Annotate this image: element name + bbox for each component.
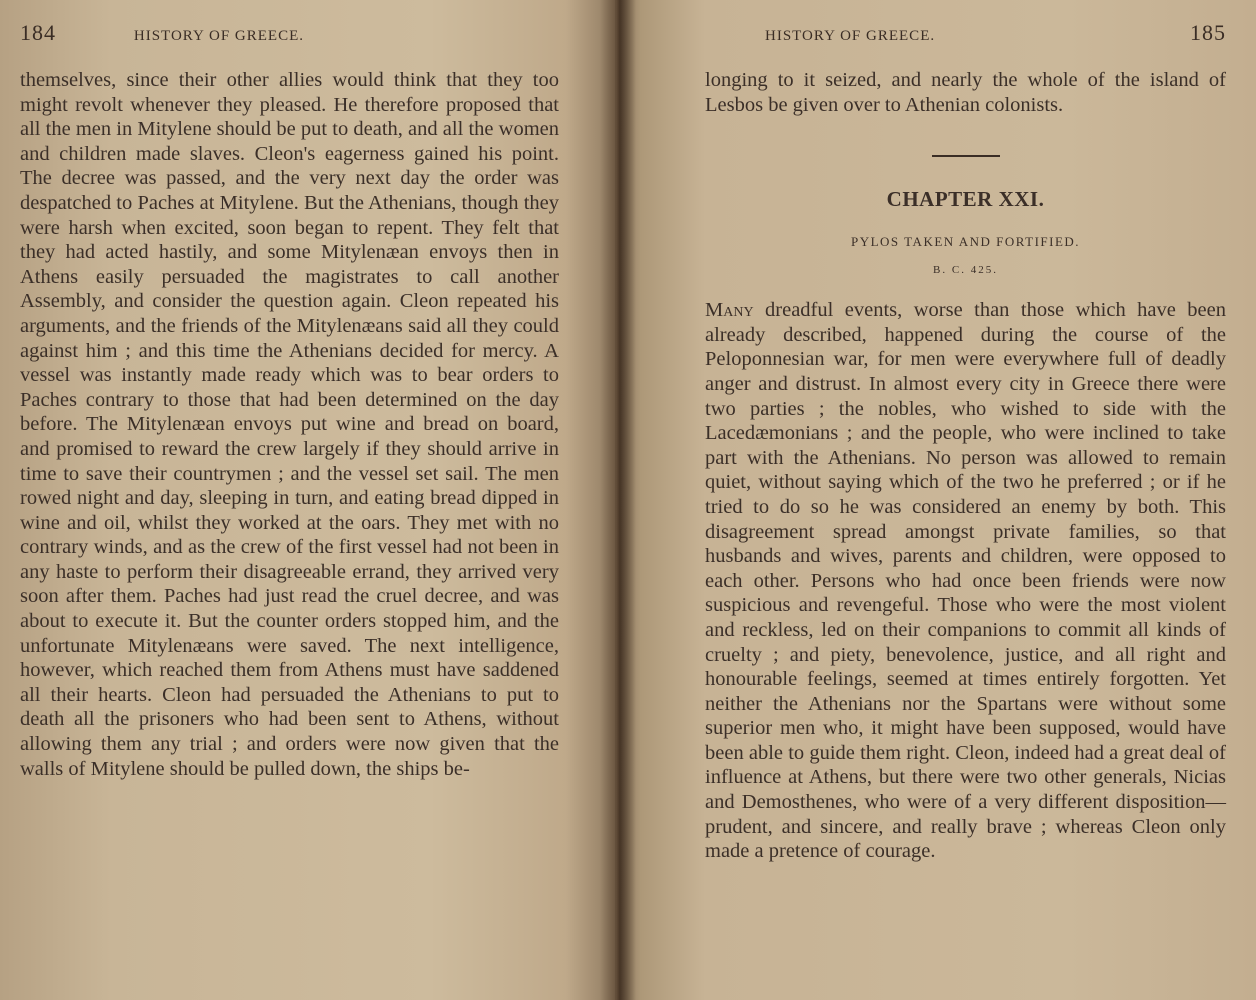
chapter-date: B. C. 425. [933,264,998,277]
chapter-subtitle: PYLOS TAKEN AND FORTIFIED. [850,234,1081,250]
chapter-body-text [705,298,1226,864]
chapter-body-remainder: dreadful events, worse than those which have been already described, happened during the course of the Peloponnesian war, for men were everywhere full of deadly anger and distrust. In almost every city in Greece there were two parties ; the nobles, who wished to side with the Lacedæmonians ; and the people, who were inclined to take part with the Athenians. No person was allowed to remain quiet, without saying which of the two he preferred ; or if he tried to do so he was considered an enemy by both. This disagreement spread amongst private families, so that husbands and wives, parents and children, were opposed to each other. Persons who had once been friends were now suspicious and revengeful. Those who were the most violent and reckless, led on their companions to commit all kinds of cruelty ; and piety, benevolence, justice, and all right and honourable feelings, seemed at times entirely forgotten. Yet neither the Athenians nor the Spartans were without some superior men who, it might have been supposed, would have been able to guide them right. Cleon, indeed had a great deal of influence at Athens, but there were two other generals, Nicias and Demosthenes, who were of a very different disposition—prudent, and sincere, and really brave ; whereas Cleon only made a pretence of courage. [705,299,1226,863]
right-continuation-text: longing to it seized, and nearly the whole of the island of Lesbos be given over to Athenian colonists. [705,69,1226,116]
chapter-first-word: Many [705,299,754,322]
right-page [615,0,1256,1000]
left-body-text: themselves, since their other allies would think that they too might revolt whenever they pleased. He therefore proposed that all the men in Mitylene should be put to death, and all the women and children made slaves. Cleon's eagerness gained his point. The decree was passed, and the very next day the order was despatched to Paches at Mitylene. But the Athenians, though they were harsh when excited, soon began to repent. They felt that they had acted hastily, and some Mitylenæan envoys then in Athens easily persuaded the magistrates to call another Assembly, and consider the question again. Cleon repeated his arguments, and the friends of the Mitylenæans said all they could against him ; and this time the Athenians decided for mercy. A vessel was instantly made ready which was to bear orders to Paches contrary to those that had been determined on the day before. The Mitylenæan envoys put wine and bread on board, and promised to reward the crew largely if they should arrive in time to save their countrymen ; and the vessel set sail. The men rowed night and day, sleeping in turn, and eating bread dipped in wine and oil, whilst they worked at the oars. They met with no contrary winds, and as the crew of the first vessel had not been in any haste to perform their disagreeable errand, they arrived very soon after them. Paches had just read the cruel decree, and was about to execute it. But the counter orders stopped him, and the unfortunate Mitylenæans were saved. The next intelligence, however, which reached them from Athens must have saddened all their hearts. Cleon had persuaded the Athenians to put to death all the prisoners who had been sent to Athens, without allowing them any trial ; and orders were now given that the walls of Mitylene should be pulled down, the ships be- [20,69,559,780]
left-running-title: HISTORY OF GREECE. [133,28,304,44]
left-page-number: 184 [20,20,56,45]
right-page-number: 185 [1190,20,1226,45]
chapter-title: CHAPTER XXI. [886,187,1045,212]
right-running-head [705,20,1226,46]
right-running-title: HISTORY OF GREECE. [765,28,936,44]
left-page [0,0,615,1000]
left-running-head [20,20,559,46]
section-divider [932,155,1000,157]
